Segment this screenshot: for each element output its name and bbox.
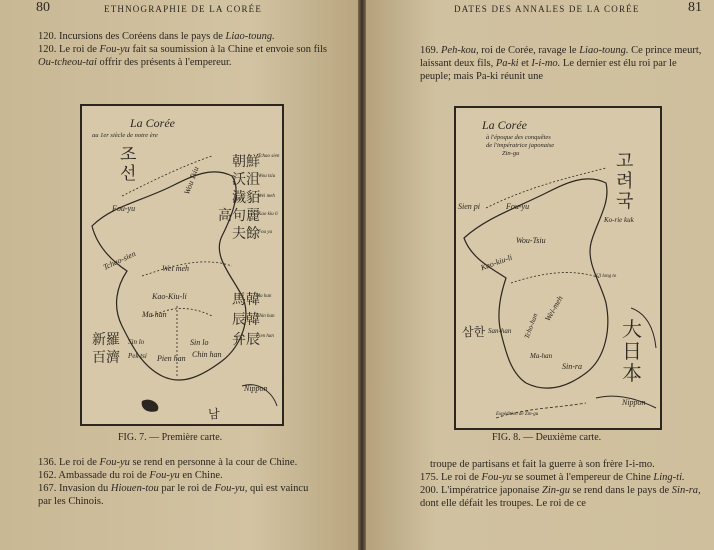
entry-text: en Chine. [179,470,223,481]
map1-south-char: 남 [208,407,220,421]
map1-label-ma-han: Ma han [142,310,167,319]
map1-hanja-5: 夫餘 [232,226,260,242]
right-page [366,0,714,550]
map1-side-kao: Kao kiu li [258,212,278,217]
map1-side-wei-meh: Wei meh [258,194,275,199]
entry-text: Incursions des Coréens dans le pays de [59,31,226,42]
map2-title: La Corée [482,118,527,132]
map2-subtitle-3: Zin-gu [502,150,520,157]
entry-year: 162. [38,470,57,481]
map2-korean-title: 고려국 [616,151,634,212]
map-first-century [80,104,284,426]
map1-hanja-7: 辰韓 [232,312,260,328]
entry-200 [420,484,702,510]
entry-year: 167. [38,483,57,494]
map2-label-ko-rie-kuk: Ko-rie kuk [604,216,634,224]
entry-italic: Fou-yu [99,44,130,55]
entry-136 [38,456,324,469]
entry-italic: Zin-gu [542,485,571,496]
map1-hanja-1: 朝鮮 [232,154,260,170]
entry-text: Ambassade du roi de [58,470,150,481]
entry-italic: Fou-yu, [214,483,248,494]
map2-label-tcho-han: Tcho-han [522,312,540,340]
entry-italic: Ou-tcheou-tai [38,57,97,68]
entry-text: se soumet à l'empereur de Chine [511,472,654,483]
map1-side-chin-han: Chin han [256,314,275,319]
entry-italic: Peh-kou, [441,45,479,56]
map2-label-sin-ra: Sin-ra [562,362,582,371]
map2-label-expedition: Expédition de Zin-gu [496,412,539,417]
map1-label-sin-lo: Sin lo [190,338,209,347]
right-bottom-text [420,458,702,510]
entry-text: Le roi de [59,457,100,468]
entry-year: 200. [420,485,439,496]
entry-italic: Fou-yu [481,472,512,483]
entry-italic: Hiouen-tou [110,483,159,494]
caption-fig-7: FIG. 7. — Première carte. [118,432,223,443]
map1-label-fou-yu: Fou-yu [112,204,136,213]
map2-label-nippon: Nippon [622,398,646,407]
page-number-right: 81 [688,0,702,15]
map1-label-wou-tsiu: Wou Tsiu [182,165,201,196]
map1-side-fou-yu: Fou yu [258,230,273,235]
map1-hanja-2: 沃沮 [232,172,260,188]
map1-label-pek-tsi: Pek tsi [128,352,147,360]
map1-label-nippon: Nippon [244,384,268,393]
map1-label-sin-lo-side: Sin lo [128,338,145,346]
entry-year: 120. [38,44,57,55]
map1-side-tchao-sien: Tchao sien [258,154,280,159]
entry-text: fait sa soumission à la Chine et envoie son fils [129,44,327,55]
map2-subtitle-2: de l'impératrice japonaise [486,142,555,149]
map2-kanji-japan: 大日本 [622,317,642,385]
entry-italic: I-i-mo. [531,58,561,69]
map1-label-pien-han: Pien han [157,354,186,363]
map1-label-wei-meh: Wei meh [162,264,190,273]
map2-label-ma-han: Ma-han [530,352,553,360]
map2-label-kao-kiu-li: Kao-kiu-li [479,252,514,273]
entry-text: Le roi de [59,44,100,55]
map1-label-chin-han: Chin han [192,350,222,359]
map1-subtitle: au 1er siècle de notre ère [92,132,158,139]
map-zingu-era [454,106,662,430]
map1-hanja-left-1: 新羅 [92,332,120,348]
running-head-right: DATES DES ANNALES DE LA CORÉE [454,4,640,14]
running-head-left: ETHNOGRAPHIE DE LA CORÉE [104,4,263,14]
entry-year: 136. [38,457,57,468]
entry-text: qui est vaincu par les Chinois. [38,483,309,507]
entry-text: Ce prince meurt, laissant deux fils, [420,45,702,69]
entry-text: par le roi de [158,483,215,494]
map1-hanja-8: 弁辰 [232,332,260,348]
entry-text: troupe de partisans et fait la guerre à son frère I-i-mo. [430,459,655,470]
entry-text: Le dernier est élu roi par le peuple; mais Pa-ki réunit une [420,58,677,82]
map1-korean-title: 조선 [120,145,137,184]
map1-side-wou-tsiu: Wou tsiu [258,174,276,179]
entry-text: Invasion du [59,483,111,494]
book-gutter [358,0,366,550]
entry-text: se rend en personne à la cour de Chine. [129,457,298,468]
map1-hanja-6: 馬韓 [232,292,260,308]
entry-text: offrir des présents à l'empereur. [96,57,232,68]
entry-continuation [420,458,702,471]
entry-175 [420,471,702,484]
entry-year: 169. [420,45,439,56]
map2-label-wei-meh: Wei-meh [543,294,565,323]
entry-italic: Fou-yu [99,457,130,468]
entry-italic: Sin-ra, [671,485,701,496]
entry-italic: Fou-yu [149,470,180,481]
entry-120a [38,30,328,43]
entry-italic: Ling-ti. [653,472,685,483]
map1-label-kao-kiu-li: Kao-Kiu-li [152,292,187,301]
left-bottom-text [38,456,324,508]
entry-169 [420,44,702,83]
caption-fig-8: FIG. 8. — Deuxième carte. [492,432,602,443]
map2-label-fou-yu: Fou-yu [506,202,530,211]
entry-year: 175. [420,472,439,483]
map2-korean-samhan: 삼한 [462,325,486,339]
map2-label-wou-tsiu: Wou-Tsiu [516,236,546,245]
entry-text: et [518,58,532,69]
entry-year: 120. [38,31,57,42]
map2-label-ul-long-to: Ul long to [596,274,617,279]
map1-hanja-3: 濊貊 [232,190,260,206]
map1-hanja-left-2: 百濟 [92,350,120,366]
map1-title: La Corée [130,116,175,130]
entry-italic: Liao-toung. [579,45,629,56]
map1-label-tchao-sien: Tchao-sien [101,249,138,272]
entry-167 [38,482,324,508]
entry-italic: Liao-toung. [225,31,275,42]
entry-162 [38,469,324,482]
entry-text: roi de Corée, ravage le [478,45,580,56]
right-top-text [420,44,702,83]
map2-label-sien-pi: Sien pi [458,202,480,211]
entry-120b [38,43,328,69]
entry-italic: Pa-ki [495,58,519,69]
map1-side-ma-han: Ma han [256,294,272,299]
map2-subtitle-1: à l'époque des conquêtes [486,134,551,141]
map2-label-san-han: San-han [488,327,512,335]
map1-hanja-4: 高句麗 [218,208,260,224]
left-top-text [38,30,328,69]
page-number-left: 80 [36,0,50,15]
entry-text: dont elle défait les troupes. Le roi de ce [420,498,586,509]
entry-text: L'impératrice japonaise [441,485,543,496]
map1-side-pien-han: Pien han [256,334,274,339]
entry-text: Le roi de [441,472,482,483]
entry-text: se rend dans le pays de [570,485,672,496]
